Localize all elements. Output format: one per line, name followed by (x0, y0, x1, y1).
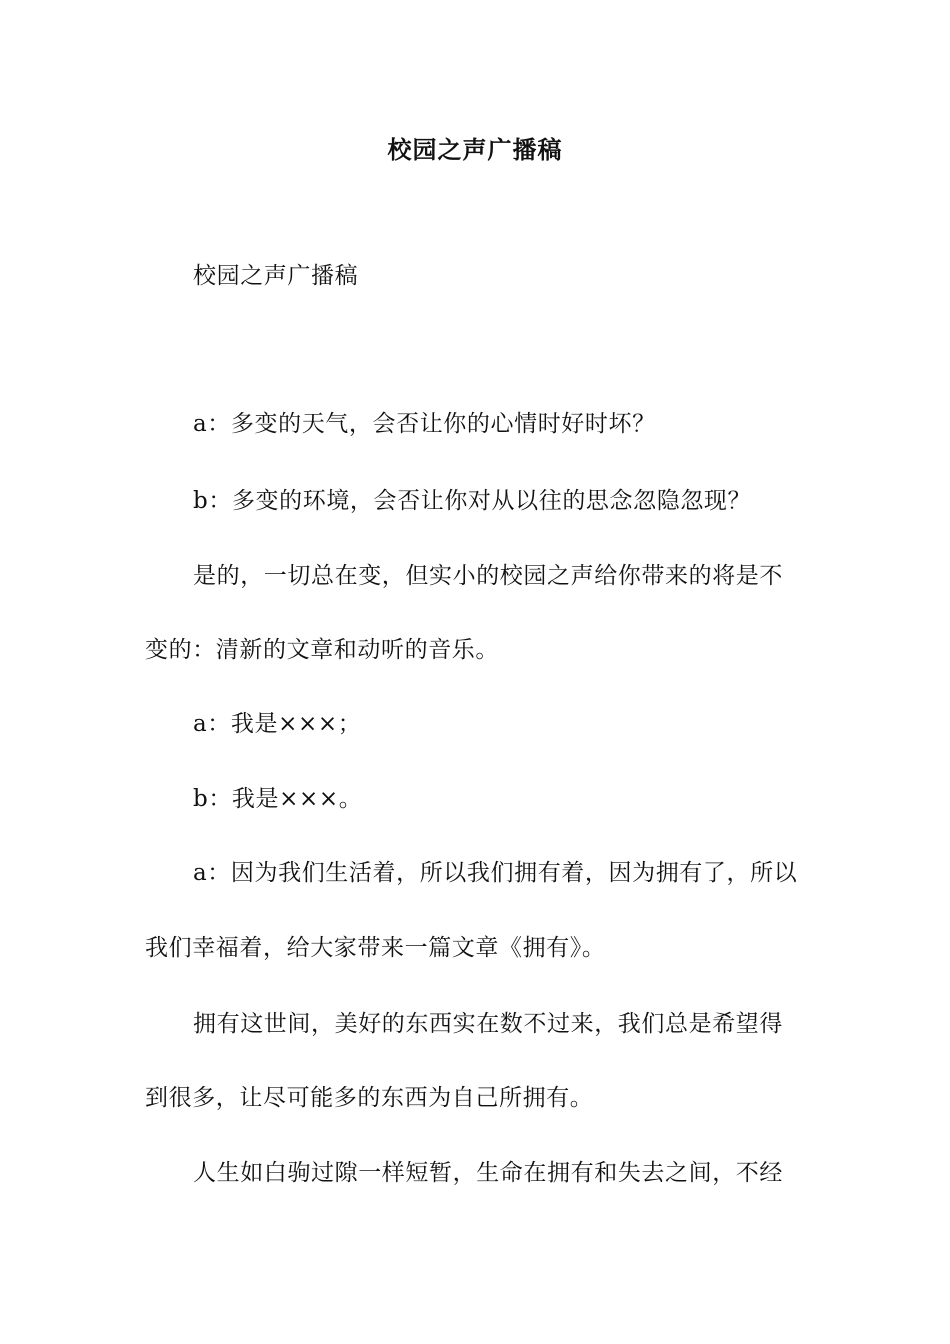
paragraph-line: a：多变的天气，会否让你的心情时好时坏？ (193, 411, 656, 437)
paragraph-line: b：我是×××。 (193, 786, 363, 812)
paragraph-line: 到很多，让尽可能多的东西为自己所拥有。 (145, 1085, 594, 1111)
paragraph-line: 拥有这世间，美好的东西实在数不过来，我们总是希望得 (193, 1011, 783, 1037)
paragraph-line: a：我是×××； (193, 711, 362, 737)
paragraph-line: 人生如白驹过隙一样短暂，生命在拥有和失去之间，不经 (193, 1160, 783, 1186)
paragraph-subtitle: 校园之声广播稿 (193, 263, 359, 289)
paragraph-line: a：因为我们生活着，所以我们拥有着，因为拥有了，所以 (193, 860, 798, 886)
paragraph-line: 变的：清新的文章和动听的音乐。 (145, 637, 499, 663)
paragraph-line: 是的，一切总在变，但实小的校园之声给你带来的将是不 (193, 563, 783, 589)
paragraph-line: b：多变的环境，会否让你对从以往的思念忽隐忽现？ (193, 488, 752, 514)
document-title: 校园之声广播稿 (387, 135, 563, 164)
paragraph-line: 我们幸福着，给大家带来一篇文章《拥有》。 (145, 935, 606, 961)
